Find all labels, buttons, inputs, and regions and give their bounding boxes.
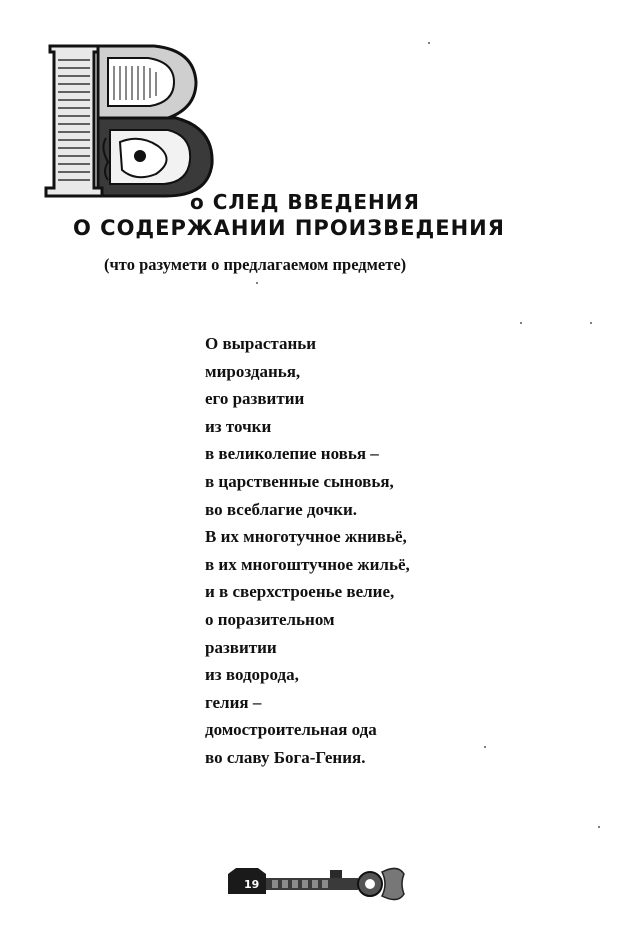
chapter-title-line-1: о СЛЕД ВВЕДЕНИЯ xyxy=(190,190,420,214)
scan-speck xyxy=(484,746,486,748)
poem-line: В их многотучное жнивьё, xyxy=(205,527,407,547)
poem-line: во славу Бога-Гения. xyxy=(205,747,366,767)
poem-line: из точки xyxy=(205,416,272,436)
poem-line: в их многоштучное жильё, xyxy=(205,554,410,574)
poem-line: развитии xyxy=(205,637,277,657)
poem-line: О вырастаньи xyxy=(205,334,317,353)
chapter-title-line-2: О СОДЕРЖАНИИ ПРОИЗВЕДЕНИЯ xyxy=(73,216,505,240)
scan-speck xyxy=(256,282,258,284)
poem-line: во всеблагие дочки. xyxy=(205,499,358,519)
scan-speck xyxy=(590,322,592,324)
poem-line: и в сверхстроенье велие, xyxy=(205,582,395,602)
poem-line: его развитии xyxy=(205,389,305,409)
poem-line: о поразительном xyxy=(205,609,335,629)
poem-text xyxy=(205,330,410,772)
poem-line: из водорода, xyxy=(205,665,299,685)
chapter-subtitle: (что разумети о предлагаемом предмете) xyxy=(104,255,407,274)
poem-line: в великолепие новья – xyxy=(205,444,379,464)
scan-speck xyxy=(428,42,430,44)
scan-speck xyxy=(520,322,522,324)
poem-line: домостроительная ода xyxy=(205,720,377,740)
poem-line: гелия – xyxy=(205,692,262,712)
scan-speck xyxy=(598,826,600,828)
page-number: 19 xyxy=(244,878,260,891)
poem-line: в царственные сыновья, xyxy=(205,471,394,491)
poem-line: мирозданья, xyxy=(205,361,301,381)
footer-ornament xyxy=(228,860,408,904)
